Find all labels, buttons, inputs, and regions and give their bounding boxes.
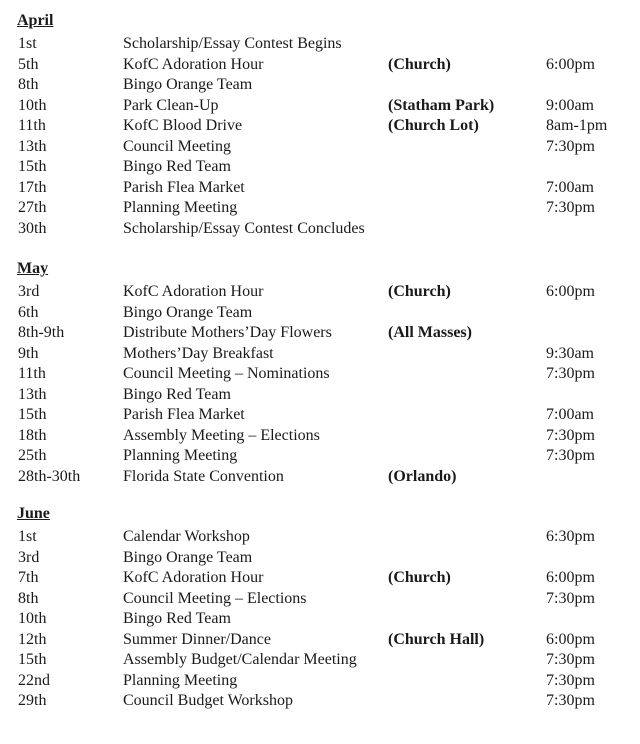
event-location: (Church) — [388, 569, 451, 586]
event-row — [0, 282, 640, 303]
event-location: (Church) — [388, 55, 451, 73]
event-row — [0, 650, 640, 671]
event-row — [0, 385, 640, 406]
month-heading: April — [17, 12, 54, 29]
event-location: (Church Lot) — [388, 117, 479, 134]
event-time: 7:30pm — [546, 365, 595, 382]
event-date: 29th — [18, 692, 47, 709]
event-name: Bingo Orange Team — [123, 76, 253, 93]
event-date: 5th — [18, 55, 39, 73]
event-name: Bingo Red Team — [123, 385, 231, 403]
event-time: 8am-1pm — [546, 117, 608, 134]
event-time: 6:00pm — [546, 630, 595, 648]
event-row — [0, 446, 640, 467]
event-row — [0, 467, 640, 488]
event-row — [0, 178, 640, 199]
event-date: 13th — [18, 137, 47, 155]
event-name: Bingo Orange Team — [123, 548, 253, 566]
event-name: Florida State Convention — [123, 467, 284, 485]
event-date: 15th — [18, 406, 47, 423]
event-name: Mothers’Day Breakfast — [123, 344, 274, 362]
event-time: 9:30am — [546, 344, 594, 362]
event-name: Parish Flea Market — [123, 406, 245, 423]
event-date: 18th — [18, 426, 47, 444]
event-row — [0, 303, 640, 324]
event-row — [0, 75, 640, 96]
event-row — [0, 219, 640, 240]
event-location: (Church Hall) — [388, 630, 485, 648]
event-time: 7:30pm — [546, 199, 595, 216]
event-row — [0, 691, 640, 712]
event-row — [0, 589, 640, 610]
event-time: 6:00pm — [546, 569, 595, 586]
event-time: 7:30pm — [546, 426, 595, 444]
event-row — [0, 137, 640, 158]
event-date: 27th — [18, 199, 47, 216]
event-date: 3rd — [18, 548, 40, 566]
event-date: 17th — [18, 178, 47, 196]
event-date: 9th — [18, 344, 39, 362]
event-row — [0, 548, 640, 569]
event-name: Council Meeting – Nominations — [123, 365, 330, 382]
event-name: Bingo Red Team — [123, 158, 231, 175]
month-heading: June — [17, 505, 50, 522]
event-row — [0, 671, 640, 692]
event-date: 13th — [18, 385, 47, 403]
event-date: 8th — [18, 76, 39, 93]
event-time: 7:30pm — [546, 447, 595, 464]
event-row — [0, 116, 640, 137]
event-date: 15th — [18, 158, 47, 175]
event-row — [0, 364, 640, 385]
event-name: Council Meeting — [123, 137, 231, 155]
event-date: 11th — [18, 365, 46, 382]
event-name: Park Clean-Up — [123, 96, 219, 114]
event-date: 3rd — [18, 283, 40, 300]
event-date: 28th-30th — [18, 467, 81, 485]
event-time: 7:30pm — [546, 671, 595, 689]
event-time: 6:00pm — [546, 283, 595, 300]
event-row — [0, 55, 640, 76]
event-name: Distribute Mothers’Day Flowers — [123, 324, 332, 341]
event-name: Assembly Meeting – Elections — [123, 426, 320, 444]
event-date: 15th — [18, 651, 47, 668]
event-name: Scholarship/Essay Contest Begins — [123, 35, 342, 52]
event-time: 7:30pm — [546, 589, 595, 607]
event-name: KofC Blood Drive — [123, 117, 243, 134]
event-name: Bingo Red Team — [123, 610, 231, 627]
event-row — [0, 34, 640, 55]
event-row — [0, 157, 640, 178]
event-row — [0, 568, 640, 589]
event-date: 6th — [18, 303, 39, 321]
event-row — [0, 630, 640, 651]
event-time: 7:00am — [546, 406, 594, 423]
event-date: 7th — [18, 569, 39, 586]
month-heading: May — [17, 260, 49, 277]
event-time: 6:30pm — [546, 528, 595, 545]
event-time: 7:30pm — [546, 651, 595, 668]
event-name: Calendar Workshop — [123, 528, 250, 545]
event-date: 1st — [18, 35, 37, 52]
event-time: 7:30pm — [546, 137, 595, 155]
event-time: 6:00pm — [546, 55, 595, 73]
event-date: 30th — [18, 219, 47, 237]
event-name: KofC Adoration Hour — [123, 283, 264, 300]
event-name: Assembly Budget/Calendar Meeting — [123, 651, 357, 668]
event-name: Parish Flea Market — [123, 178, 245, 196]
event-name: KofC Adoration Hour — [123, 569, 264, 586]
event-time: 7:30pm — [546, 692, 595, 709]
event-date: 22nd — [18, 671, 50, 689]
event-name: Council Meeting – Elections — [123, 589, 307, 607]
event-date: 11th — [18, 117, 46, 134]
event-name: Planning Meeting — [123, 671, 238, 689]
event-location: (All Masses) — [388, 324, 472, 341]
event-name: Summer Dinner/Dance — [123, 630, 271, 648]
event-time: 9:00am — [546, 96, 594, 114]
event-name: Bingo Orange Team — [123, 303, 253, 321]
event-location: (Church) — [388, 283, 451, 300]
event-row — [0, 527, 640, 548]
event-name: KofC Adoration Hour — [123, 55, 264, 73]
event-row — [0, 323, 640, 344]
event-date: 1st — [18, 528, 37, 545]
event-date: 8th-9th — [18, 324, 65, 341]
event-date: 25th — [18, 447, 47, 464]
event-row — [0, 344, 640, 365]
event-row — [0, 405, 640, 426]
event-location: (Orlando) — [388, 467, 457, 485]
event-name: Scholarship/Essay Contest Concludes — [123, 219, 365, 237]
event-date: 10th — [18, 96, 47, 114]
event-date: 8th — [18, 589, 39, 607]
event-row — [0, 609, 640, 630]
event-name: Planning Meeting — [123, 199, 238, 216]
event-time: 7:00am — [546, 178, 594, 196]
event-date: 10th — [18, 610, 47, 627]
event-location: (Statham Park) — [388, 96, 495, 114]
event-row — [0, 96, 640, 117]
event-row — [0, 198, 640, 219]
event-name: Planning Meeting — [123, 447, 238, 464]
event-name: Council Budget Workshop — [123, 692, 293, 709]
event-row — [0, 426, 640, 447]
event-date: 12th — [18, 630, 47, 648]
